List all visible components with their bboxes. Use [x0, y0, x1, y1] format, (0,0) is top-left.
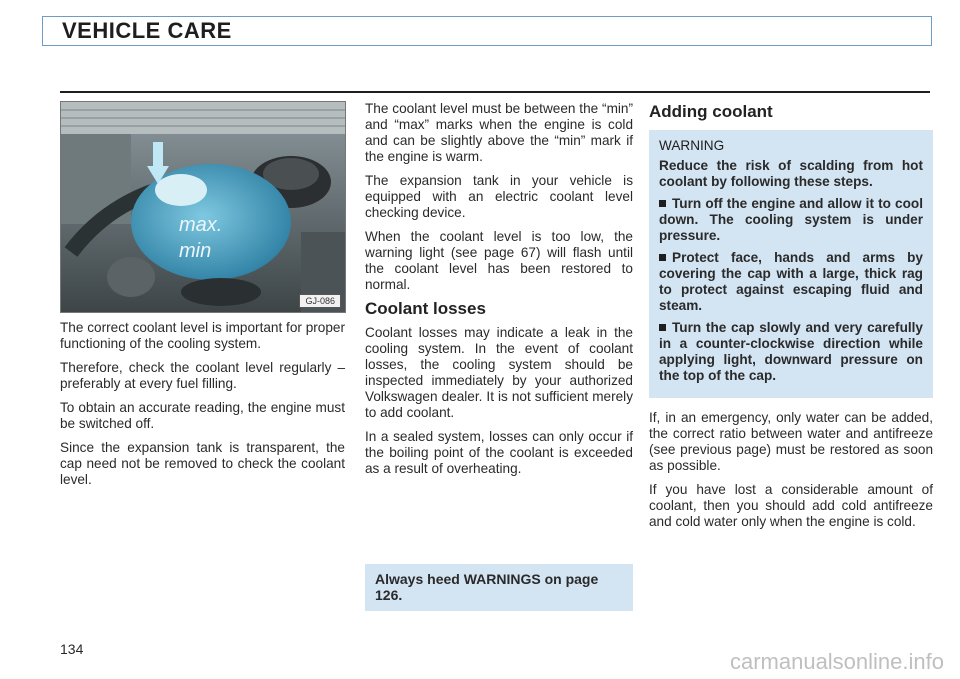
- header-rule: [60, 91, 930, 93]
- warning-intro: Reduce the risk of scalding from hot coolant by following these steps.: [659, 158, 923, 189]
- section-heading: Coolant losses: [365, 299, 486, 318]
- min-mark-label: min: [179, 240, 212, 262]
- paragraph: Since the expansion tank is transparent, the cap need not be removed to check the coolant level.: [60, 440, 345, 487]
- paragraph: When the coolant level is too low, the warning light (see page 67) will flash until the coolant level has been restored to normal.: [365, 229, 633, 292]
- page-number: 134: [60, 641, 84, 657]
- warning-box: [649, 130, 933, 398]
- paragraph: To obtain an accurate reading, the engine must be switched off.: [60, 400, 345, 431]
- max-mark-label: max.: [179, 214, 223, 236]
- paragraph: Therefore, check the coolant level regularly – preferably at every fuel filling.: [60, 360, 345, 391]
- paragraph: If, in an emergency, only water can be added, the correct ratio between water and antifreeze (see previous page) must be restored as soon as possible.: [649, 410, 933, 473]
- paragraph: Coolant losses may indicate a leak in the cooling system. In the event of coolant losses, the cooling system should be inspected immediately by your authorized Volkswagen dealer. It is not sufficient merely to add coolant.: [365, 325, 633, 420]
- bullet-icon: [659, 324, 666, 331]
- column-2: [365, 101, 633, 485]
- warning-item: Turn off the engine and allow it to cool down. The cooling system is under pressure.: [659, 196, 923, 243]
- coolant-tank-photo: [60, 101, 346, 313]
- warning-item: Turn the cap slowly and very carefully in a counter-clockwise direction while applying light, downward pressure on the top of the cap.: [659, 320, 923, 383]
- bullet-icon: [659, 254, 666, 261]
- figure-code: GJ-086: [299, 294, 341, 308]
- paragraph: If you have lost a considerable amount of coolant, then you should add cold antifreeze and cold water only when the engine is cold.: [649, 482, 933, 529]
- column-3: [649, 104, 933, 538]
- paragraph: The correct coolant level is important for proper functioning of the cooling system.: [60, 320, 345, 351]
- watermark: carmanualsonline.info: [729, 649, 944, 674]
- paragraph: The coolant level must be between the “min” and “max” marks when the engine is cold and can be slightly above the “min” mark if the engine is warm.: [365, 101, 633, 164]
- warning-title: WARNING: [659, 138, 725, 153]
- section-heading: Adding coolant: [649, 102, 773, 121]
- page-title: VEHICLE CARE: [62, 18, 232, 43]
- column-1: [60, 320, 345, 496]
- warning-item: Protect face, hands and arms by covering the cap with a large, thick rag to protect against escaping fluid and steam.: [659, 250, 923, 313]
- paragraph: The expansion tank in your vehicle is equipped with an electric coolant level checking device.: [365, 173, 633, 220]
- paragraph: In a sealed system, losses can only occur if the boiling point of the coolant is exceeded as a result of overheating.: [365, 429, 633, 476]
- warnings-reference-note: Always heed WARNINGS on page 126.: [365, 564, 633, 611]
- bullet-icon: [659, 200, 666, 207]
